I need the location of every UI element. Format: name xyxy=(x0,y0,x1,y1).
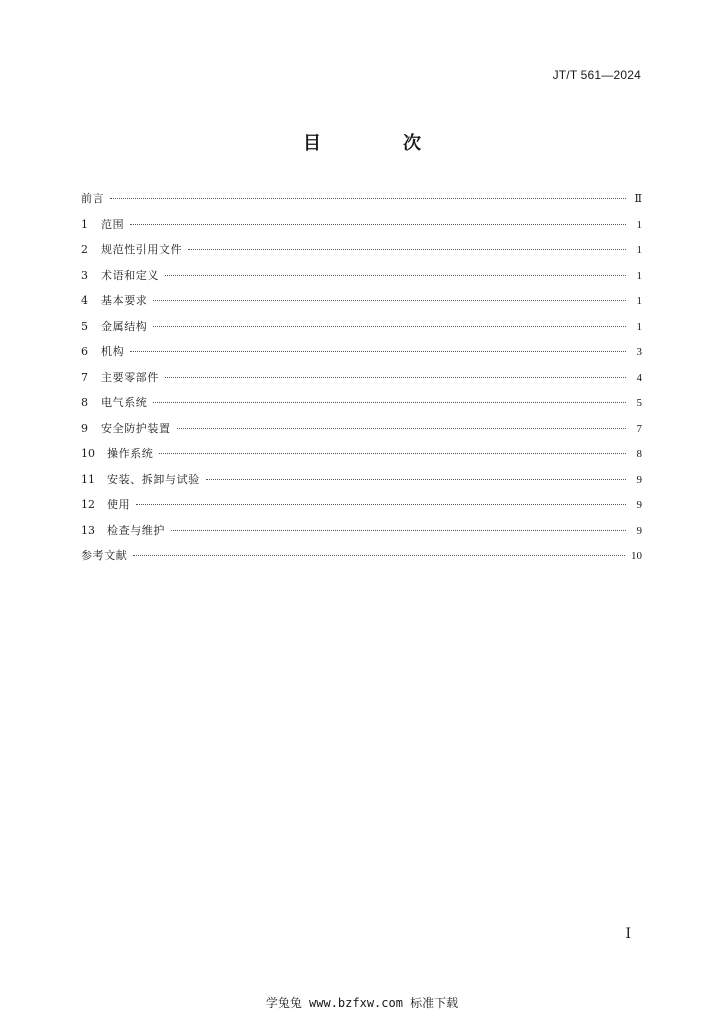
toc-entry-page: 5 xyxy=(636,397,642,409)
toc-entry-title: 基本要求 xyxy=(101,294,148,307)
dot-leader xyxy=(188,249,626,250)
standard-code: JT/T 561—2024 xyxy=(552,68,641,82)
toc-entry-page: 1 xyxy=(636,320,642,333)
page-title: 目 次 xyxy=(303,133,453,154)
dot-leader xyxy=(130,224,626,225)
dot-leader xyxy=(159,453,626,454)
dot-leader xyxy=(165,377,626,378)
toc-entry-7[interactable] xyxy=(81,365,642,391)
toc-entry-page: 9 xyxy=(636,499,642,511)
toc-entry-title: 范围 xyxy=(101,217,125,231)
toc-entry-page: 1 xyxy=(636,295,642,307)
toc-entry-number: 6 xyxy=(81,345,88,358)
dot-leader xyxy=(171,530,626,531)
toc-entry-number: 12 xyxy=(81,498,95,511)
toc-entry-number: 9 xyxy=(81,421,88,435)
toc-entry-title: 安全防护装置 xyxy=(101,421,171,435)
dot-leader xyxy=(153,326,626,327)
toc-entry-number: 3 xyxy=(81,268,88,282)
toc-entry-title: 参考文献 xyxy=(81,549,128,562)
toc-entry-page: 7 xyxy=(636,422,642,435)
toc-entry-13[interactable] xyxy=(81,518,642,544)
dot-leader xyxy=(136,504,626,505)
toc-entry-1[interactable] xyxy=(81,212,642,238)
table-of-contents xyxy=(81,186,642,569)
toc-entry-page: 1 xyxy=(636,244,642,256)
dot-leader xyxy=(110,198,626,199)
toc-entry-title: 电气系统 xyxy=(101,396,148,409)
toc-entry-6[interactable] xyxy=(81,339,642,365)
toc-entry-references[interactable] xyxy=(81,543,642,569)
toc-entry-foreword[interactable] xyxy=(81,186,642,212)
toc-entry-title: 安装、拆卸与试验 xyxy=(107,472,200,486)
dot-leader xyxy=(153,300,626,301)
toc-entry-title: 使用 xyxy=(107,498,131,511)
toc-entry-title: 检查与维护 xyxy=(107,523,165,537)
toc-entry-page: 1 xyxy=(636,269,642,282)
toc-entry-title: 机构 xyxy=(101,345,125,358)
toc-entry-page: 4 xyxy=(636,371,642,384)
toc-entry-page: 10 xyxy=(631,550,642,562)
toc-entry-number: 1 xyxy=(81,217,88,231)
dot-leader xyxy=(153,402,626,403)
toc-entry-title: 操作系统 xyxy=(107,447,154,460)
dot-leader xyxy=(165,275,626,276)
dot-leader xyxy=(206,479,626,480)
toc-entry-9[interactable] xyxy=(81,416,642,442)
toc-entry-2[interactable] xyxy=(81,237,642,263)
download-watermark: 学兔兔 www.bzfxw.com 标准下载 xyxy=(265,996,459,1010)
toc-entry-number: 8 xyxy=(81,396,88,409)
toc-entry-number: 7 xyxy=(81,370,88,384)
toc-entry-number: 5 xyxy=(81,319,88,333)
toc-entry-page: 3 xyxy=(636,346,642,358)
page-number: Ⅰ xyxy=(625,927,631,942)
toc-entry-title: 主要零部件 xyxy=(101,370,159,384)
toc-entry-page: 9 xyxy=(636,473,642,486)
toc-entry-number: 13 xyxy=(81,523,95,537)
toc-entry-3[interactable] xyxy=(81,263,642,289)
dot-leader xyxy=(130,351,626,352)
toc-entry-4[interactable] xyxy=(81,288,642,314)
toc-entry-title: 前言 xyxy=(81,192,105,205)
toc-entry-5[interactable] xyxy=(81,314,642,340)
toc-entry-11[interactable] xyxy=(81,467,642,493)
toc-entry-title: 术语和定义 xyxy=(101,268,159,282)
toc-entry-page: 1 xyxy=(636,218,642,231)
toc-entry-title: 规范性引用文件 xyxy=(101,243,183,256)
toc-entry-page: 8 xyxy=(636,448,642,460)
toc-entry-8[interactable] xyxy=(81,390,642,416)
toc-entry-number: 2 xyxy=(81,243,88,256)
toc-entry-12[interactable] xyxy=(81,492,642,518)
toc-entry-10[interactable] xyxy=(81,441,642,467)
dot-leader xyxy=(177,428,626,429)
toc-entry-number: 4 xyxy=(81,294,88,307)
toc-entry-title: 金属结构 xyxy=(101,319,148,333)
toc-entry-number: 11 xyxy=(81,472,95,486)
toc-entry-page: 9 xyxy=(636,524,642,537)
toc-entry-page: Ⅱ xyxy=(634,193,642,205)
toc-entry-number: 10 xyxy=(81,447,95,460)
dot-leader xyxy=(133,555,625,556)
